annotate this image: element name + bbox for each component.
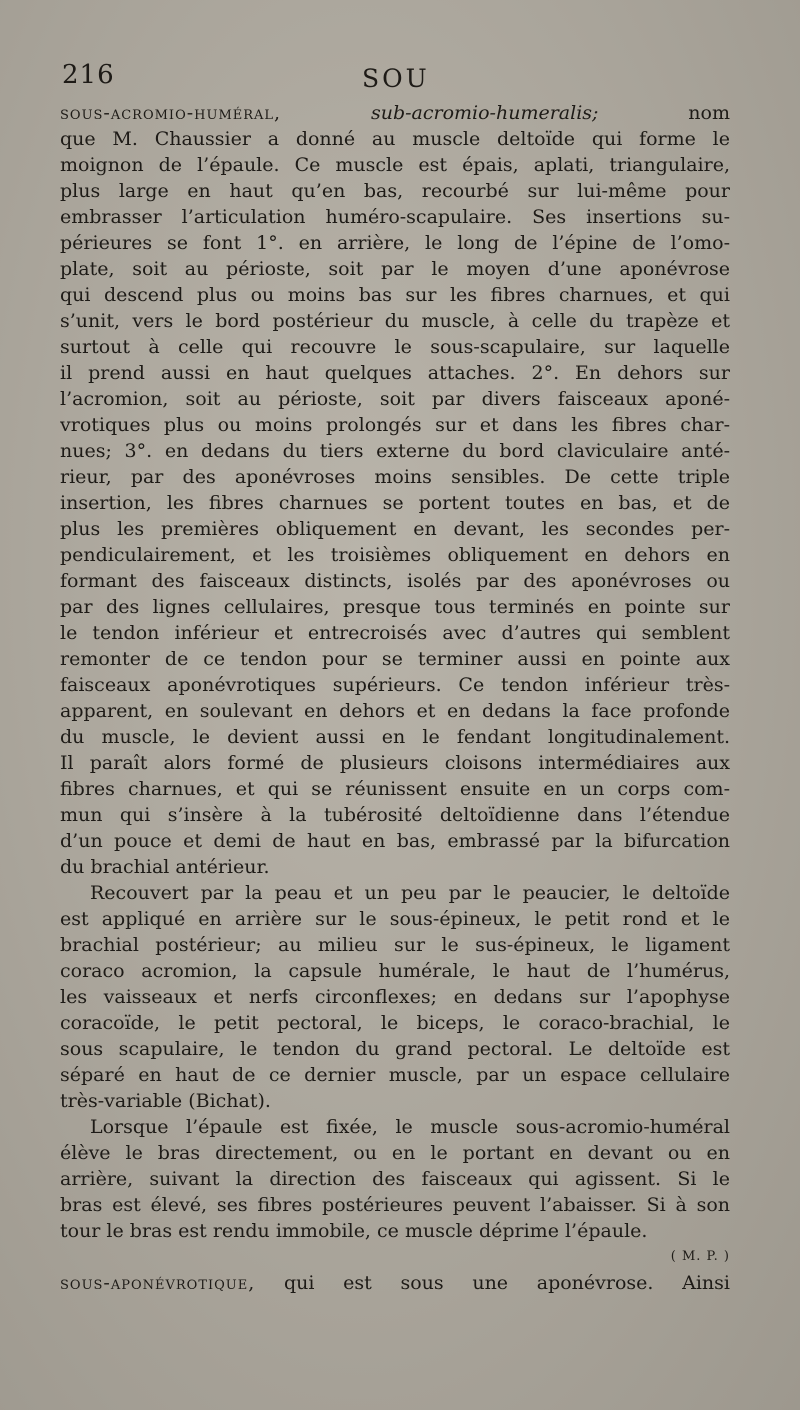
- text-line: que M. Chaussier a donné au muscle deltoïde qui forme le: [60, 128, 730, 150]
- text-line: fibres charnues, et qui se réunissent ensuite en un corps com-: [60, 778, 730, 800]
- running-head: SOU: [362, 64, 430, 93]
- text-line: insertion, les fibres charnues se portent toutes en bas, et de: [60, 492, 730, 514]
- body-text: [60, 100, 730, 1296]
- text-line: Lorsque l’épaule est fixée, le muscle sous-acromio-huméral: [90, 1116, 730, 1138]
- entry-headword: sous-acromio-huméral,: [60, 102, 282, 124]
- text-line: périeures se font 1°. en arrière, le long de l’épine de l’omo-: [60, 232, 730, 254]
- text-line: d’un pouce et demi de haut en bas, embrassé par la bifurcation: [60, 830, 730, 852]
- text-line: qui descend plus ou moins bas sur les fibres charnues, et qui: [60, 284, 730, 306]
- text-line: plus les premières obliquement en devant, les secondes per-: [60, 518, 730, 540]
- entry-text: qui est sous une aponévrose. Ainsi: [255, 1272, 730, 1294]
- entry-headword: sous-aponévrotique,: [60, 1272, 256, 1294]
- text-line: pendiculairement, et les troisièmes obliquement en dehors en: [60, 544, 730, 566]
- text-line: surtout à celle qui recouvre le sous-scapulaire, sur laquelle: [60, 336, 730, 358]
- text-line: du brachial antérieur.: [60, 856, 270, 878]
- text-line: il prend aussi en haut quelques attaches. 2°. En dehors sur: [60, 362, 730, 384]
- text-line: [60, 1270, 730, 1296]
- text-line: mun qui s’insère à la tubérosité deltoïdienne dans l’étendue: [60, 804, 730, 826]
- text-line: plate, soit au périoste, soit par le moyen d’une aponévrose: [60, 258, 730, 280]
- page-number: 216: [62, 60, 115, 90]
- text-line: [60, 100, 730, 126]
- latin-term: sub-acromio-humeralis;: [370, 102, 599, 124]
- text-line: apparent, en soulevant en dehors et en dedans la face profonde: [60, 700, 730, 722]
- author-signature: ( M. P. ): [670, 1249, 730, 1264]
- text-line: du muscle, le devient aussi en le fendant longitudinalement.: [60, 726, 730, 748]
- text-line: remonter de ce tendon pour se terminer aussi en pointe aux: [60, 648, 730, 670]
- text-line: coraco acromion, la capsule humérale, le haut de l’humérus,: [60, 960, 730, 982]
- text-line: séparé en haut de ce dernier muscle, par un espace cellulaire: [60, 1064, 730, 1086]
- text-line: faisceaux aponévrotiques supérieurs. Ce tendon inférieur très-: [60, 674, 730, 696]
- text-line: s’unit, vers le bord postérieur du muscle, à celle du trapèze et: [60, 310, 730, 332]
- text-line: embrasser l’articulation huméro-scapulaire. Ses insertions su-: [60, 206, 730, 228]
- text-line: les vaisseaux et nerfs circonflexes; en dedans sur l’apophyse: [60, 986, 730, 1008]
- text-line: arrière, suivant la direction des faisceaux qui agissent. Si le: [60, 1168, 730, 1190]
- entry-text: nom: [598, 102, 730, 124]
- text-line: par des lignes cellulaires, presque tous terminés en pointe sur: [60, 596, 730, 618]
- text-line: bras est élevé, ses fibres postérieures peuvent l’abaisser. Si à son: [60, 1194, 730, 1216]
- text-line: très-variable (Bichat).: [60, 1090, 271, 1112]
- text-line: plus large en haut qu’en bas, recourbé sur lui-même pour: [60, 180, 730, 202]
- text-line: formant des faisceaux distincts, isolés par des aponévroses ou: [60, 570, 730, 592]
- text-line: nues; 3°. en dedans du tiers externe du bord claviculaire anté-: [60, 440, 730, 462]
- text-line: brachial postérieur; au milieu sur le sus-épineux, le ligament: [60, 934, 730, 956]
- text-line: coracoïde, le petit pectoral, le biceps, le coraco-brachial, le: [60, 1012, 730, 1034]
- text-line: est appliqué en arrière sur le sous-épineux, le petit rond et le: [60, 908, 730, 930]
- text-line: rieur, par des aponévroses moins sensibles. De cette triple: [60, 466, 730, 488]
- text-line: vrotiques plus ou moins prolongés sur et dans les fibres char-: [60, 414, 730, 436]
- text-line: tour le bras est rendu immobile, ce muscle déprime l’épaule.: [60, 1220, 648, 1242]
- text-line: le tendon inférieur et entrecroisés avec d’autres qui semblent: [60, 622, 730, 644]
- text-line: Recouvert par la peau et un peu par le peaucier, le deltoïde: [90, 882, 730, 904]
- text-line: sous scapulaire, le tendon du grand pectoral. Le deltoïde est: [60, 1038, 730, 1060]
- text-line: Il paraît alors formé de plusieurs cloisons intermédiaires aux: [60, 752, 730, 774]
- text-line: élève le bras directement, ou en le portant en devant ou en: [60, 1142, 730, 1164]
- text-line: moignon de l’épaule. Ce muscle est épais, aplati, triangulaire,: [60, 154, 730, 176]
- text-line: l’acromion, soit au périoste, soit par divers faisceaux aponé-: [60, 388, 730, 410]
